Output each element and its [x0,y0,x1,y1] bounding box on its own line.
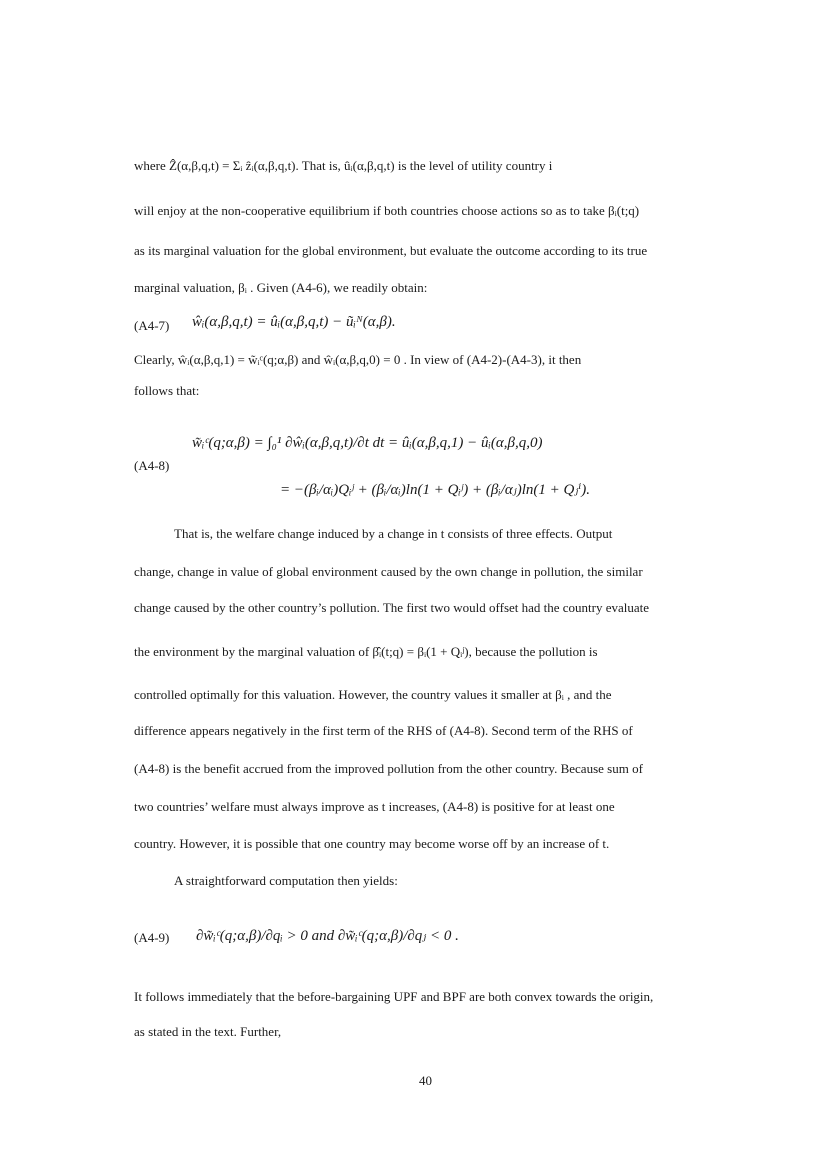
page-number: 40 [419,1073,432,1088]
equation-a4-8-line-2: = −(βᵢ/αᵢ)Qᵢʲ + (βᵢ/αᵢ)ln(1 + Qᵢʲ) + (βᵢ/αⱼ)ln(1 + Qⱼⁱ). [280,482,591,498]
text-line-5: Clearly, ŵᵢ(α,β,q,1) = w̃ᵢᶜ(q;α,β) and ŵᵢ(α,β,q,0) = 0 . In view of (A4-2)-(A4-3), it then [134,352,582,367]
text-line-12: difference appears negatively in the first term of the RHS of (A4-8). Second term of the RHS of [134,723,633,738]
equation-a4-8-line-1: w̃ᵢᶜ(q;α,β) = ∫₀¹ ∂ŵᵢ(α,β,q,t)/∂t dt = ûᵢ(α,β,q,1) − ûᵢ(α,β,q,0) [192,435,543,451]
text-line-6: follows that: [134,383,200,398]
equation-label-a4-8: (A4-8) [134,458,170,473]
text-line-18: as stated in the text. Further, [134,1024,282,1039]
text-line-8: change, change in value of global environment caused by the own change in pollution, the similar [134,564,643,579]
text-line-1: where Ẑ(α,β,q,t) = Σᵢ ẑᵢ(α,β,q,t). That is, ûᵢ(α,β,q,t) is the level of utility country i [134,158,553,173]
equation-a4-7: ŵᵢ(α,β,q,t) = ûᵢ(α,β,q,t) − ũᵢᴺ(α,β). [192,314,396,330]
text-line-14: two countries’ welfare must always improve as t increases, (A4-8) is positive for at least one [134,799,615,814]
text-line-11: controlled optimally for this valuation. However, the country values it smaller at βᵢ , and the [134,687,612,702]
text-line-3: as its marginal valuation for the global environment, but evaluate the outcome according to its true [134,243,648,258]
text-line-9: change caused by the other country’s pollution. The first two would offset had the country evaluate [134,600,650,615]
text-line-17: It follows immediately that the before-bargaining UPF and BPF are both convex towards the origin, [134,989,654,1004]
equation-label-a4-7: (A4-7) [134,318,170,333]
text-line-13: (A4-8) is the benefit accrued from the improved pollution from the other country. Because sum of [134,761,643,776]
text-line-16: A straightforward computation then yields: [174,873,398,888]
equation-a4-9: ∂w̃ᵢᶜ(q;α,β)/∂qᵢ > 0 and ∂w̃ᵢᶜ(q;α,β)/∂qⱼ < 0 . [196,928,459,944]
equation-label-a4-9: (A4-9) [134,930,170,945]
text-line-10: the environment by the marginal valuation of β̂ᵢ(t;q) = βᵢ(1 + Qᵢʲ), because the pollution is [134,644,598,659]
text-line-15: country. However, it is possible that one country may become worse off by an increase of t. [134,836,610,851]
text-line-2: will enjoy at the non-cooperative equilibrium if both countries choose actions so as to take βᵢ(t;q) [134,203,640,218]
text-line-4: marginal valuation, βᵢ . Given (A4-6), we readily obtain: [134,280,428,295]
text-line-7: That is, the welfare change induced by a change in t consists of three effects. Output [174,526,613,541]
